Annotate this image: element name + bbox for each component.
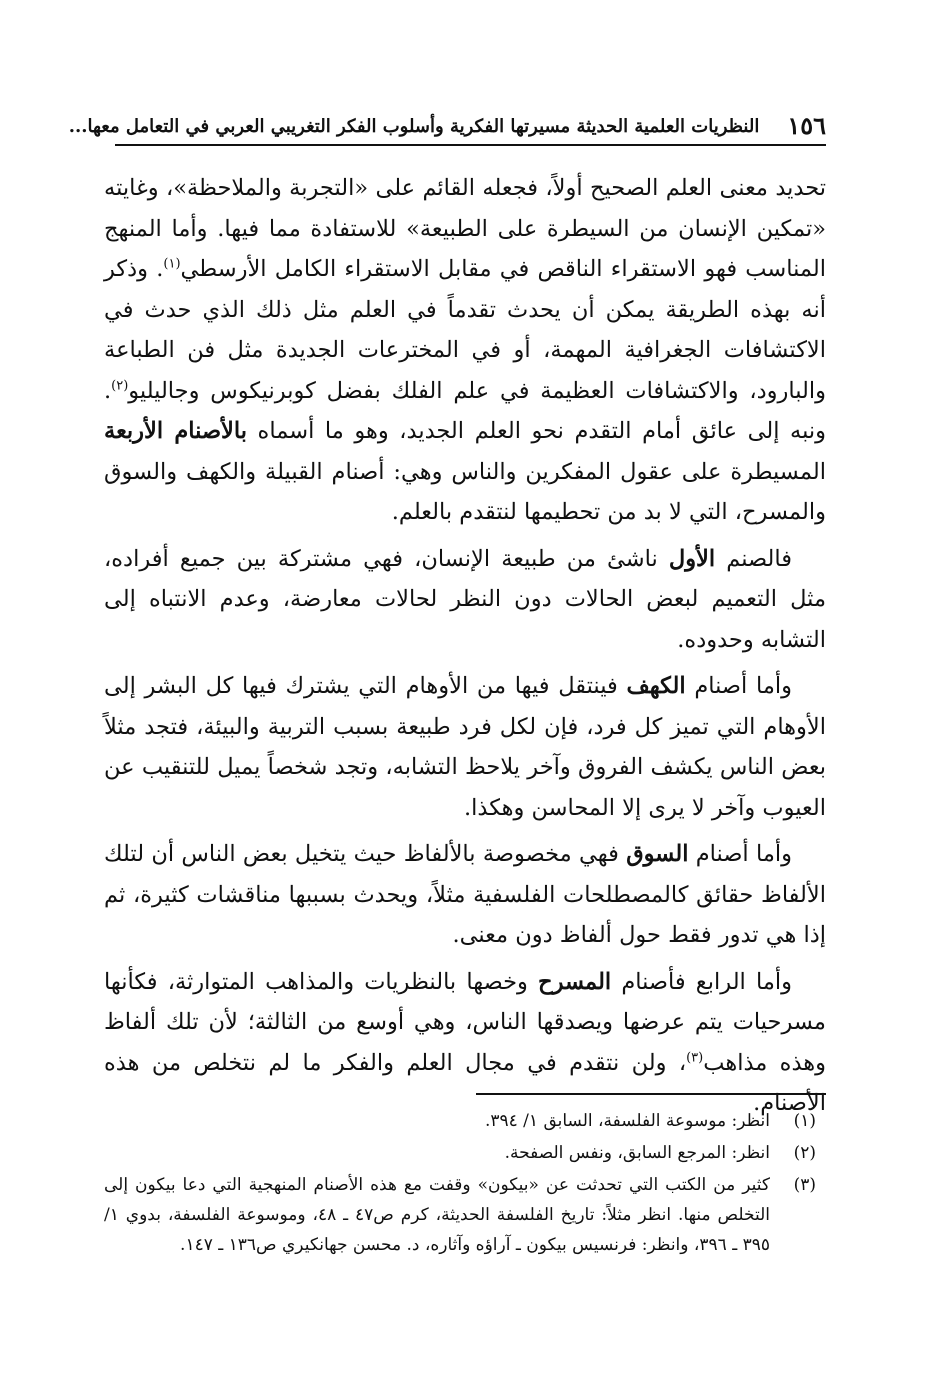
- paragraph-4-text-b: فهي مخصوصة بالألفاظ حيث يتخيل بعض الناس أن لتلك الألفاظ حقائق كالمصطلحات الفلسفية مثلاً، ويحدث بسببها مناقشات كثيرة، ثم إذا هي تدور فقط حول ألفاظ دون معنى.: [104, 841, 826, 948]
- footnote-2: [104, 1138, 826, 1168]
- paragraph-2-text-b: ناشئ من طبيعة الإنسان، فهي مشتركة بين جميع أفراده، مثل التعميم لبعض الحالات دون النظر لحالات معارضة، وعدم الانتباه إلى التشابه وحدوده.: [104, 545, 826, 653]
- paragraph-1: [104, 168, 826, 533]
- footnote-3-text: كثير من الكتب التي تحدثت عن «بيكون» وقفت مع هذه الأصنام المنهجية التي دعا بيكون إلى التخلص منها. انظر مثلاً: تاريخ الفلسفة الحديثة، كرم ص٤٧ ـ ٤٨، وموسوعة الفلسفة، بدوي ١/ ٣٩٥ ـ ٣٩٦، وانظر: فرنسيس بيكون ـ آراؤه وآثاره، د. محسن جهانكيري ص١٣٦ ـ ١٤٧.: [104, 1175, 771, 1255]
- paragraph-1-text-d: المسيطرة على عقول المفكرين والناس وهي: أصنام القبيلة والكهف والسوق والمسرح، التي لا بد من تحطيمها لنتقدم بالعلم.: [104, 458, 826, 525]
- footnote-1-number: (١): [793, 1111, 816, 1131]
- footnote-2-text: انظر: المرجع السابق، ونفس الصفحة.: [504, 1143, 770, 1163]
- running-title: النظريات العلمية الحديثة مسيرتها الفكرية وأسلوب الفكر التغريبي العربي في التعامل معها...: [68, 116, 760, 138]
- paragraph-4: [104, 834, 826, 956]
- paragraph-3-text-a: وأما أصنام: [685, 673, 793, 699]
- footnote-ref-3: (٣): [686, 1050, 704, 1065]
- paragraph-5: [104, 962, 826, 1124]
- body-text: [104, 168, 826, 1124]
- footnote-3: [104, 1170, 826, 1260]
- four-idols-term: بالأصنام الأربعة: [104, 418, 247, 444]
- footnote-ref-2: (٢): [111, 378, 129, 393]
- paragraph-3-text-b: فينتقل فيها من الأوهام التي يشترك فيها كل البشر إلى الأوهام التي تميز كل فرد، فإن لكل فرد طبيعة بسبب التربية والبيئة، فتجد مثلاً بعض الناس يكشف الفروق وآخر يلاحظ التشابه، وتجد شخصاً يميل للتنقيب عن العيوب وآخر لا يرى إلا المحاسن وهكذا.: [104, 673, 826, 821]
- paragraph-5-text-b: وخصها بالنظريات والمذاهب المتوارثة، فكأنها مسرحيات يتم عرضها ويصدقها الناس، وهي أوسع من الثالثة؛ لأن تلك ألفاظ وهذه مذاهب: [104, 968, 826, 1076]
- footnote-1: [104, 1106, 826, 1136]
- paragraph-5-text-a: وأما الرابع فأصنام: [611, 968, 792, 995]
- cave-idol-term: الكهف: [626, 673, 686, 699]
- paragraph-4-text-a: وأما أصنام: [688, 841, 792, 867]
- paragraph-2-text-a: فالصنم: [715, 545, 792, 572]
- running-header: [68, 100, 826, 146]
- footnote-3-number: (٣): [793, 1175, 816, 1195]
- paragraph-2: [104, 539, 826, 661]
- footnote-ref-1: (١): [163, 256, 181, 272]
- footnote-1-text: انظر: موسوعة الفلسفة، السابق ١/ ٣٩٤.: [484, 1111, 770, 1131]
- footnote-separator: [476, 1093, 826, 1095]
- theatre-idol-term: المسرح: [538, 968, 612, 995]
- paragraph-1-text-b: . وذكر أنه بهذه الطريقة يمكن أن يحدث تقدماً في العلم مثل ذلك الذي حدث في الاكتشافات الجغرافية المهمة، أو في المخترعات الجديدة مثل فن الطباعة والبارود، والاكتشافات العظيمة في علم الفلك بفضل كوبرنيكوس وجاليليو: [104, 256, 826, 404]
- footnotes: [104, 1106, 826, 1262]
- paragraph-5-text-c: ، ولن نتقدم في مجال العلم والفكر ما لم نتخلص من هذه الأصنام.: [104, 1049, 826, 1116]
- paragraph-3: [104, 666, 826, 828]
- footnote-2-number: (٢): [793, 1143, 816, 1163]
- paragraph-1-text-a: تحديد معنى العلم الصحيح أولاً، فجعله القائم على «التجربة والملاحظة»، وغايته «تمكين الإنسان من السيطرة على الطبيعة» للاستفادة مما فيها. وأما المنهج المناسب فهو الاستقراء الناقص في مقابل الاستقراء الكامل الأرسطي: [104, 175, 826, 282]
- market-idol-term: السوق: [626, 841, 689, 867]
- page-number: ١٥٦: [787, 111, 826, 140]
- paragraph-1-text-c: . ونبه إلى عائق أمام التقدم نحو العلم الجديد، وهو ما أسماه: [104, 377, 826, 444]
- first-idol-term: الأول: [668, 545, 716, 572]
